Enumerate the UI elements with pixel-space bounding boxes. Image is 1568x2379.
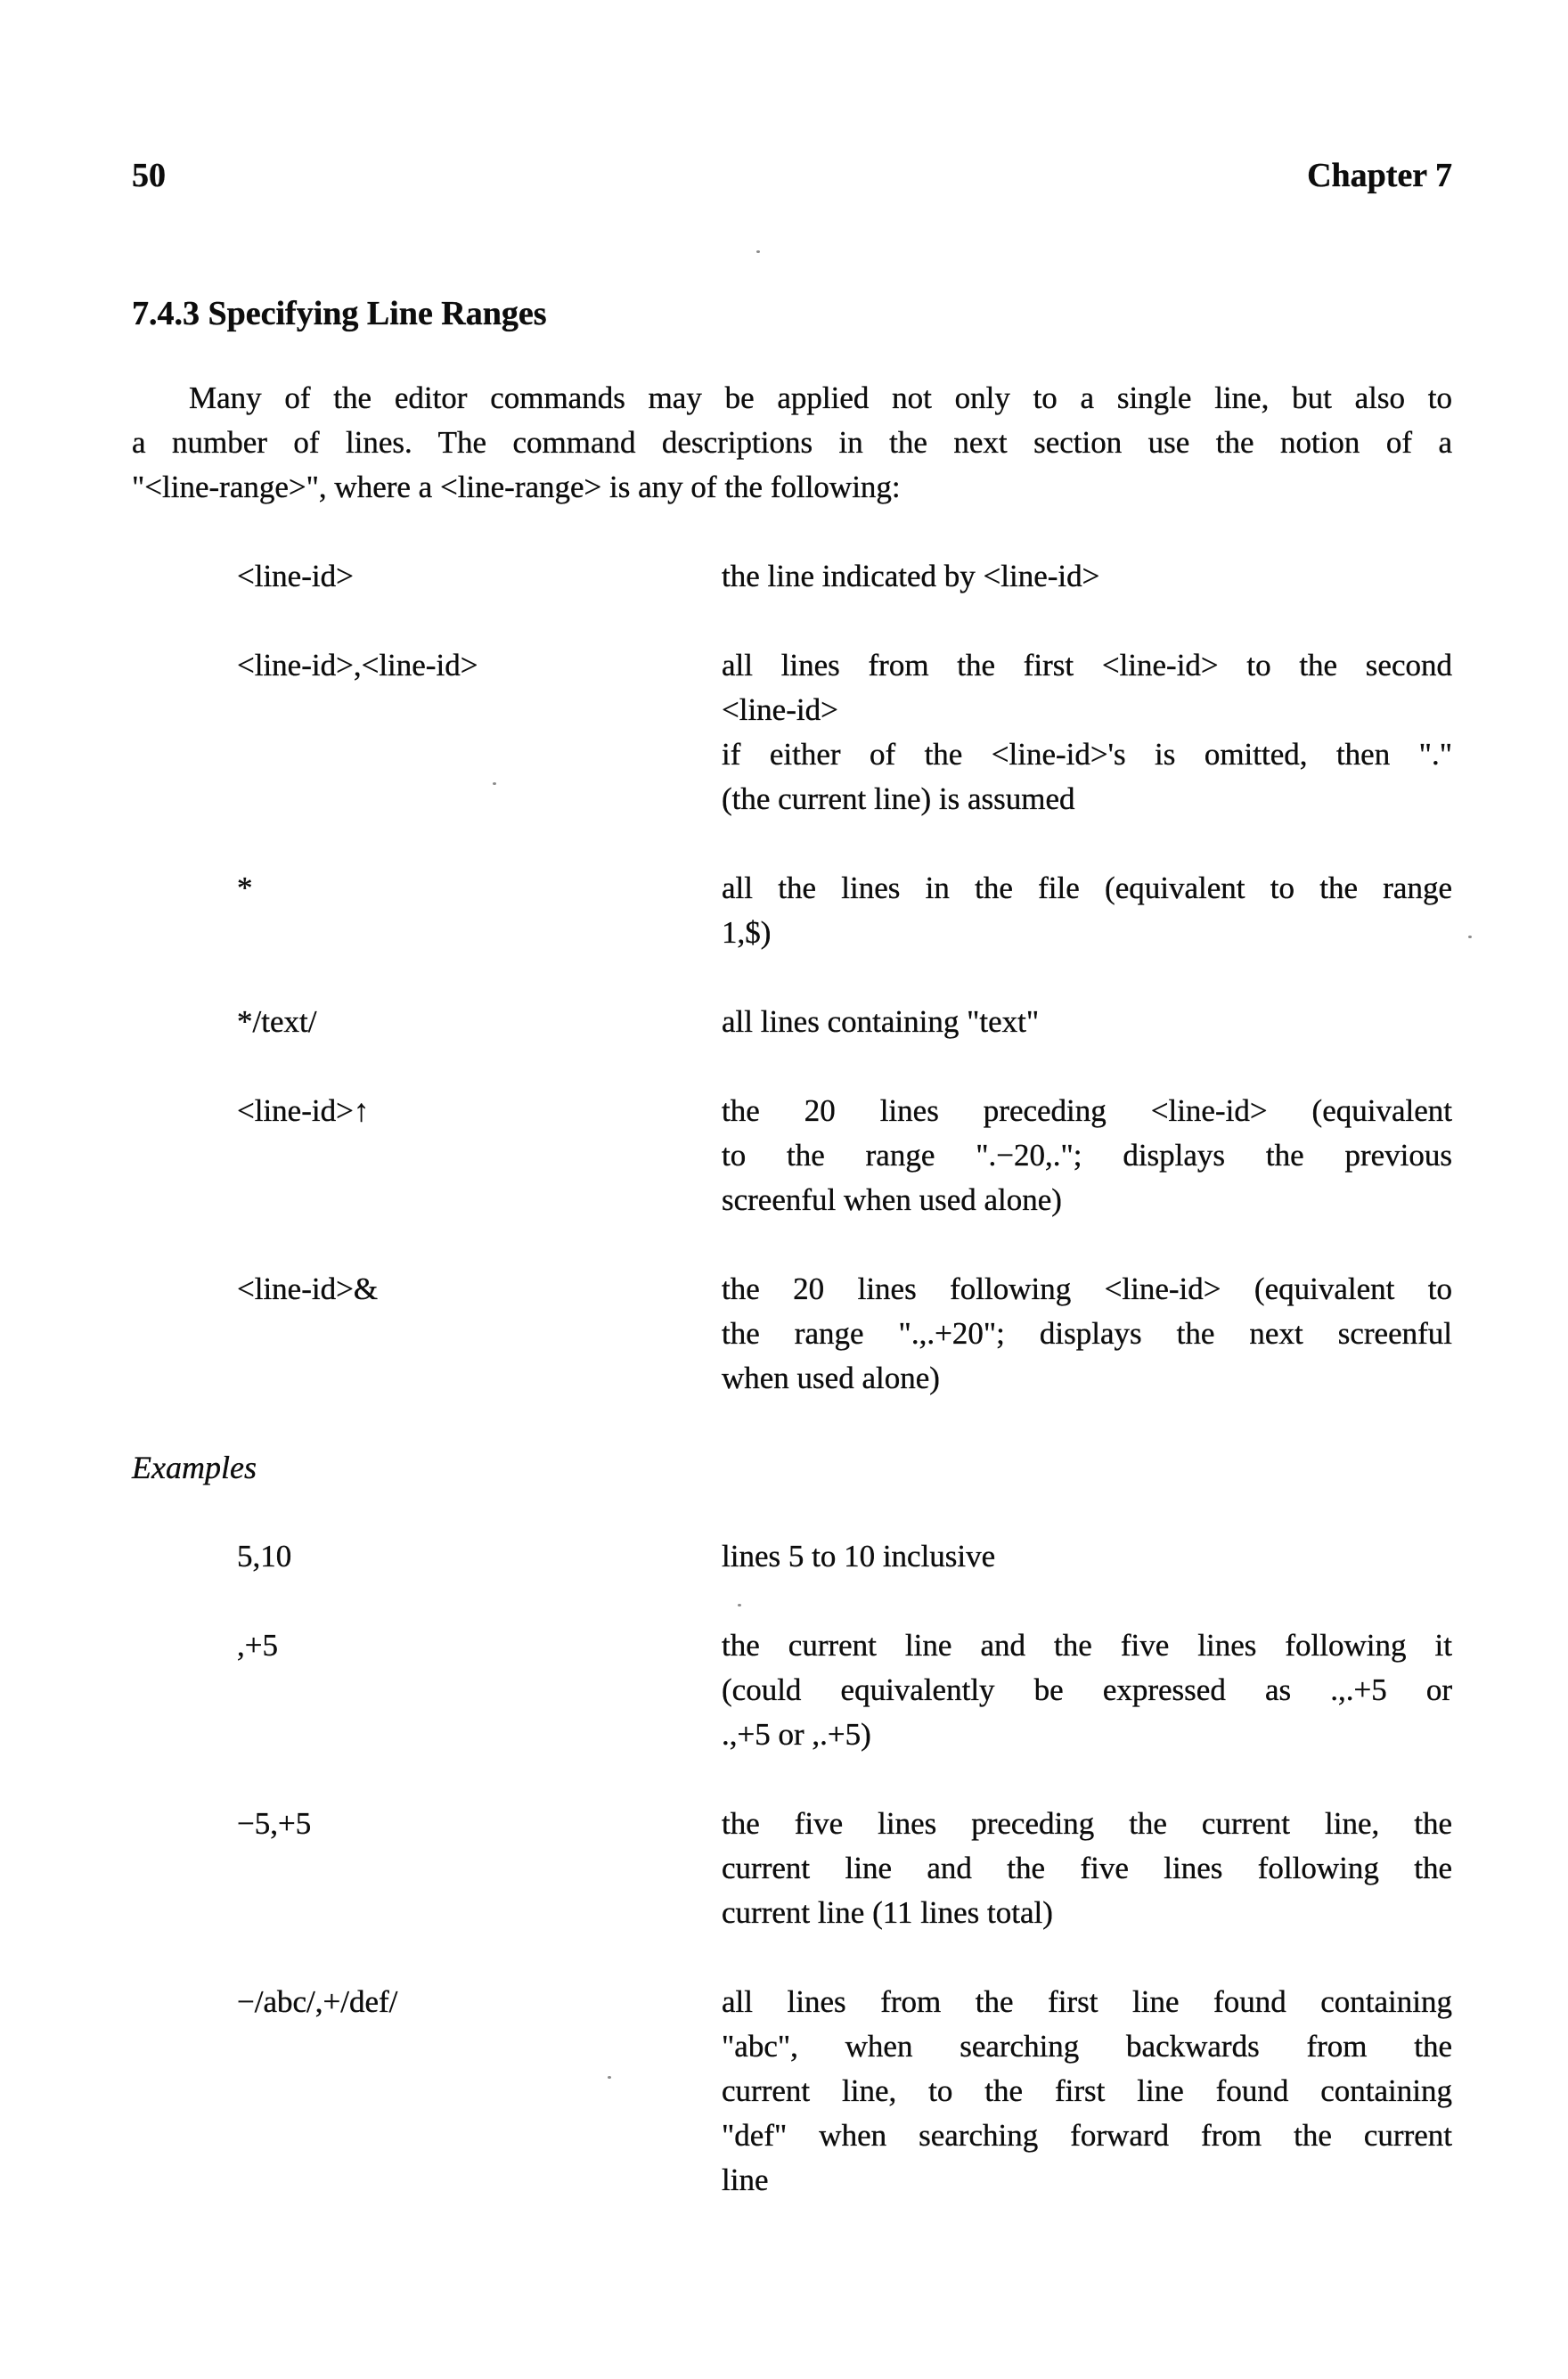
paragraph-line: Many of the editor commands may be applied not only to a single line, but also to [189, 380, 1452, 415]
description-line: to the range ".−20,."; displays the previous [722, 1138, 1452, 1173]
scan-speck [608, 2076, 611, 2079]
description-line: all lines containing "text" [722, 1004, 1040, 1039]
definition-row [132, 554, 1452, 599]
example-description [722, 1980, 1452, 2203]
example-term: ,+5 [237, 1628, 278, 1663]
description-line: 1,$) [722, 915, 772, 950]
description-line: "def" when searching forward from the current [722, 2118, 1452, 2153]
range-term: <line-id>,<line-id> [237, 648, 478, 683]
scan-speck [493, 782, 496, 785]
description-line: line [722, 2162, 769, 2197]
description-line: all the lines in the file (equivalent to the range [722, 871, 1452, 905]
definition-row [132, 866, 1452, 955]
example-term: 5,10 [237, 1539, 292, 1574]
range-term: <line-id>& [237, 1271, 379, 1306]
range-term: <line-id> [237, 559, 354, 593]
range-description [722, 866, 1452, 955]
description-line: (the current line) is assumed [722, 781, 1075, 816]
running-header [132, 0, 1452, 198]
definition-row [132, 1000, 1452, 1044]
description-line: .,+5 or ,.+5) [722, 1717, 871, 1752]
description-line: the 20 lines following <line-id> (equivalent to [722, 1271, 1452, 1306]
description-line: current line, to the first line found containing [722, 2073, 1452, 2108]
description-line: the five lines preceding the current line, the [722, 1806, 1452, 1841]
description-line: when used alone) [722, 1361, 940, 1395]
description-line: <line-id> [722, 692, 838, 727]
definition-row [132, 1267, 1452, 1401]
range-description [722, 1000, 1452, 1044]
description-line: all lines from the first <line-id> to the second [722, 648, 1452, 683]
example-row [132, 1802, 1452, 1935]
scan-speck [738, 1604, 741, 1606]
example-description [722, 1534, 1452, 1579]
range-term: * [237, 871, 253, 905]
description-line: the line indicated by <line-id> [722, 559, 1100, 593]
example-row [132, 1534, 1452, 1579]
description-line: the current line and the five lines following it [722, 1628, 1452, 1663]
example-description [722, 1623, 1452, 1757]
range-term: */text/ [237, 1004, 317, 1039]
example-row [132, 1980, 1452, 2203]
range-description [722, 1089, 1452, 1222]
page-number: 50 [132, 157, 166, 194]
description-line: the range ".,.+20"; displays the next screenful [722, 1316, 1452, 1351]
example-term: −5,+5 [237, 1806, 312, 1841]
description-line: current line and the five lines following the [722, 1851, 1452, 1885]
intro-paragraph [132, 376, 1452, 510]
range-description [722, 1267, 1452, 1401]
description-line: the 20 lines preceding <line-id> (equivalent [722, 1093, 1452, 1128]
section-heading: 7.4.3 Specifying Line Ranges [132, 295, 547, 332]
description-line: lines 5 to 10 inclusive [722, 1539, 996, 1574]
range-description [722, 554, 1452, 599]
description-line: "abc", when searching backwards from the [722, 2029, 1452, 2064]
example-description [722, 1802, 1452, 1935]
example-term: −/abc/,+/def/ [237, 1984, 398, 2019]
definition-list [132, 554, 1452, 1401]
description-line: all lines from the first line found containing [722, 1984, 1452, 2019]
description-line: screenful when used alone) [722, 1182, 1062, 1217]
examples-heading: Examples [132, 1450, 257, 1485]
definition-row [132, 1089, 1452, 1222]
description-line: if either of the <line-id>'s is omitted, then "." [722, 737, 1452, 772]
definition-row [132, 643, 1452, 822]
paragraph-line: a number of lines. The command descriptions in the next section use the notion of a [132, 425, 1452, 460]
paragraph-line: "<line-range>", where a <line-range> is any of the following: [132, 470, 901, 504]
scan-speck [1468, 936, 1472, 938]
examples-list [132, 1534, 1452, 2203]
description-line: (could equivalently be expressed as .,.+5 or [722, 1672, 1452, 1707]
range-term: <line-id>↑ [237, 1093, 370, 1128]
range-description [722, 643, 1452, 822]
chapter-label: Chapter 7 [1307, 157, 1452, 194]
scan-speck [756, 250, 760, 253]
example-row [132, 1623, 1452, 1757]
description-line: current line (11 lines total) [722, 1895, 1053, 1930]
